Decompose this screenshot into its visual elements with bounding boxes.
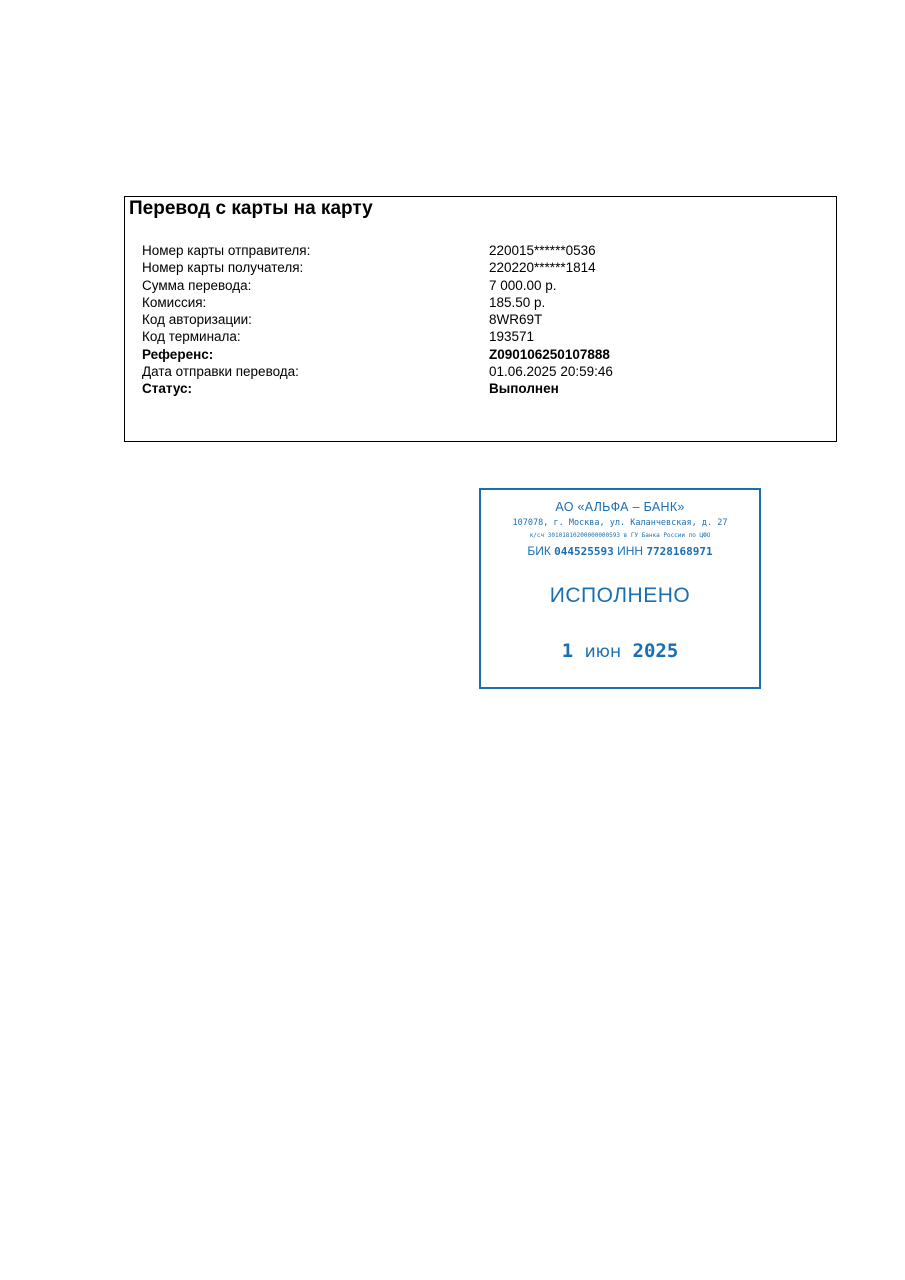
amount-label: Сумма перевода: (142, 277, 252, 293)
reference-label: Референс: (142, 346, 214, 362)
receipt-title: Перевод с карты на карту (129, 198, 373, 219)
row-amount (142, 277, 822, 294)
row-sender-card (142, 242, 822, 259)
stamp-inn-label: ИНН (617, 544, 644, 558)
auth-code-value: 8WR69T (489, 312, 543, 328)
amount-value: 7 000.00 р. (489, 277, 557, 293)
stamp-address: 107078, г. Москва, ул. Каланчевская, д. 27 (512, 518, 728, 528)
stamp-date-month: июн (584, 642, 622, 662)
stamp-status: ИСПОЛНЕНО (549, 584, 691, 607)
status-label: Статус: (142, 381, 192, 397)
commission-value: 185.50 р. (489, 294, 546, 310)
reference-value: Z090106250107888 (489, 346, 610, 362)
sender-card-value: 220015******0536 (489, 243, 596, 258)
terminal-code-value: 193571 (489, 329, 535, 345)
transfer-receipt (124, 196, 837, 442)
stamp-account: к/сч 30101810200000000593 в ГУ Банка России по ЦФО (529, 532, 711, 539)
commission-label: Комиссия: (142, 294, 207, 310)
send-date-value: 01.06.2025 20:59:46 (489, 364, 613, 380)
send-date-label: Дата отправки перевода: (142, 364, 299, 380)
row-auth-code (142, 311, 822, 328)
stamp-date (481, 640, 759, 662)
row-terminal-code (142, 328, 822, 345)
row-status (142, 380, 822, 397)
row-send-date (142, 363, 822, 380)
terminal-code-label: Код терминала: (142, 329, 241, 345)
auth-code-label: Код авторизации: (142, 312, 252, 328)
stamp-date-day: 1 (561, 640, 574, 662)
bank-stamp (479, 488, 761, 689)
stamp-bank-name: АО «АЛЬФА – БАНК» (555, 500, 685, 514)
row-commission (142, 294, 822, 311)
stamp-date-year: 2025 (632, 640, 679, 662)
status-value: Выполнен (489, 381, 559, 397)
recipient-card-label: Номер карты получателя: (142, 260, 304, 276)
stamp-bik: 044525593 (554, 545, 614, 558)
receipt-details (142, 242, 822, 398)
stamp-inn: 7728168971 (646, 545, 713, 558)
row-recipient-card (142, 259, 822, 276)
stamp-ids (481, 544, 759, 558)
recipient-card-value: 220220******1814 (489, 260, 596, 276)
row-reference (142, 346, 822, 363)
sender-card-label: Номер карты отправителя: (142, 243, 311, 258)
stamp-bik-label: БИК (527, 544, 551, 558)
